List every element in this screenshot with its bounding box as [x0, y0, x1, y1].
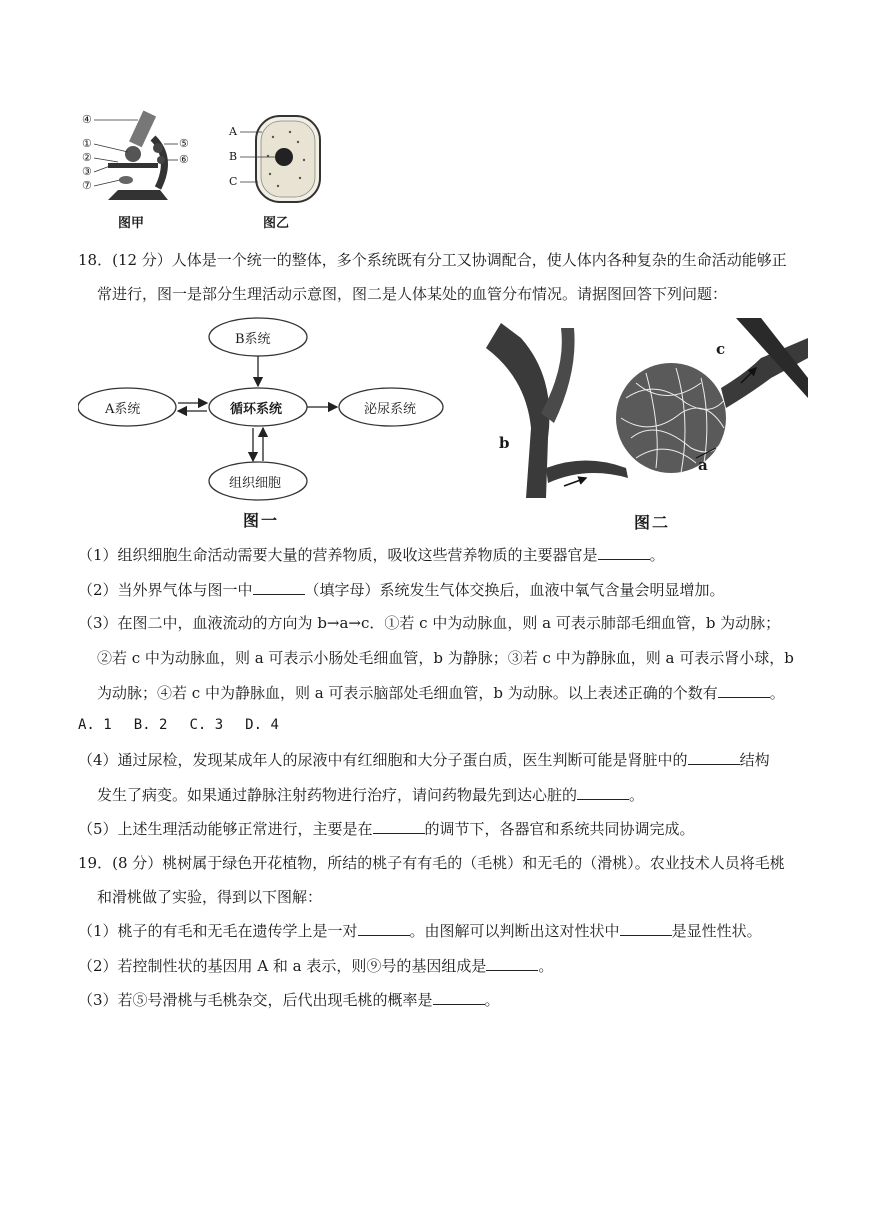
q18-stem-line1: 18．(12 分）人体是一个统一的整体，多个系统既有分工又协调配合，使人体内各种复杂的生命活动能够正	[78, 251, 787, 269]
node-circulatory-system: 循环系统	[230, 402, 283, 417]
node-a-system: A系统	[105, 402, 141, 417]
node-urinary-system: 泌尿系统	[364, 402, 417, 417]
q19-part3: （3）若⑤号滑桃与毛桃杂交，后代出现毛桃的概率是 。	[78, 991, 500, 1009]
figure-jia	[78, 108, 198, 233]
q19-part2: （2）若控制性状的基因用 A 和 a 表示，则⑨号的基因组成是 。	[78, 957, 554, 975]
flow-diagram	[78, 316, 458, 532]
figure-two	[486, 318, 808, 530]
yi-label-a: A	[229, 125, 237, 138]
jia-label-5: ⑤	[179, 137, 189, 150]
vessel-label-c: c	[716, 340, 726, 358]
node-b-system: B系统	[235, 332, 271, 347]
answer-blank-9[interactable]	[486, 956, 538, 971]
answer-blank-10[interactable]	[433, 990, 485, 1005]
answer-blank-7[interactable]	[358, 921, 410, 936]
answer-blank-3[interactable]	[718, 683, 770, 698]
cell-diagram	[228, 112, 328, 207]
q18-part3-line2: ②若 c 中为动脉血，则 a 可表示小肠处毛细血管，b 为静脉；③若 c 中为静脉血，则 a 可表示肾小球，b	[97, 649, 794, 667]
yi-label-b: B	[229, 150, 238, 163]
option-a[interactable]: A. 1	[78, 717, 112, 733]
option-b[interactable]: B. 2	[133, 717, 168, 733]
jia-label-3: ③	[82, 165, 92, 178]
q19-stem-line2: 和滑桃做了实验，得到以下图解：	[97, 888, 323, 906]
jia-label-6: ⑥	[179, 153, 189, 166]
node-tissue-cells: 组织细胞	[229, 476, 282, 491]
q18-part4-line2: 发生了病变。如果通过静脉注射药物进行治疗，请问药物最先到达心脏的 。	[97, 786, 645, 804]
figure-two-caption: 图二	[634, 513, 671, 532]
jia-label-4: ④	[82, 113, 92, 126]
jia-label-7: ⑦	[82, 179, 92, 192]
yi-caption: 图乙	[263, 216, 290, 231]
answer-blank-6[interactable]	[373, 819, 425, 834]
q18-part1: （1）组织细胞生命活动需要大量的营养物质，吸收这些营养物质的主要器官是 。	[78, 546, 665, 564]
q18-part2: （2）当外界气体与图一中 （填字母）系统发生气体交换后，血液中氧气含量会明显增加。	[78, 581, 725, 599]
q18-part4-line1: （4）通过尿检，发现某成年人的尿液中有红细胞和大分子蛋白质，医生判断可能是肾脏中的 结构	[78, 751, 770, 769]
q18-options	[78, 717, 279, 733]
q19-part1: （1）桃子的有毛和无毛在遗传学上是一对 。由图解可以判断出这对性状中 是显性性状。	[78, 922, 762, 940]
answer-blank-8[interactable]	[620, 921, 672, 936]
q18-part5: （5）上述生理活动能够正常进行，主要是在 的调节下，各器官和系统共同协调完成。	[78, 820, 695, 838]
q18-part3-line1: （3）在图二中，血液流动的方向为 b→a→c．①若 c 中为动脉血，则 a 可表示肺部毛细血管，b 为动脉；	[78, 614, 781, 632]
figure-one	[78, 316, 458, 532]
figure-one-caption: 图一	[243, 511, 280, 530]
capillary-diagram	[486, 318, 808, 503]
jia-label-2: ②	[82, 151, 92, 164]
vessel-label-b: b	[499, 434, 510, 452]
q19-stem-line1: 19．(8 分）桃树属于绿色开花植物，所结的桃子有有毛的（毛桃）和无毛的（滑桃）。农业技术人员将毛桃	[78, 854, 785, 872]
answer-blank-2[interactable]	[253, 580, 305, 595]
yi-label-c: C	[229, 175, 238, 188]
q18-stem-line2: 常进行，图一是部分生理活动示意图，图二是人体某处的血管分布情况。请据图回答下列问题：	[97, 285, 728, 303]
answer-blank-4[interactable]	[688, 750, 740, 765]
jia-label-1: ①	[82, 137, 92, 150]
answer-blank-1[interactable]	[598, 545, 650, 560]
answer-blank-5[interactable]	[577, 785, 629, 800]
vessel-label-a: a	[698, 456, 708, 474]
option-c[interactable]: C. 3	[189, 717, 224, 733]
jia-caption: 图甲	[118, 216, 145, 231]
figure-yi	[228, 112, 328, 232]
option-d[interactable]: D. 4	[245, 717, 279, 733]
q18-part3-line3: 为动脉；④若 c 中为静脉血，则 a 可表示脑部处毛细血管，b 为动脉。以上表述正确的个数有 。	[97, 684, 785, 702]
